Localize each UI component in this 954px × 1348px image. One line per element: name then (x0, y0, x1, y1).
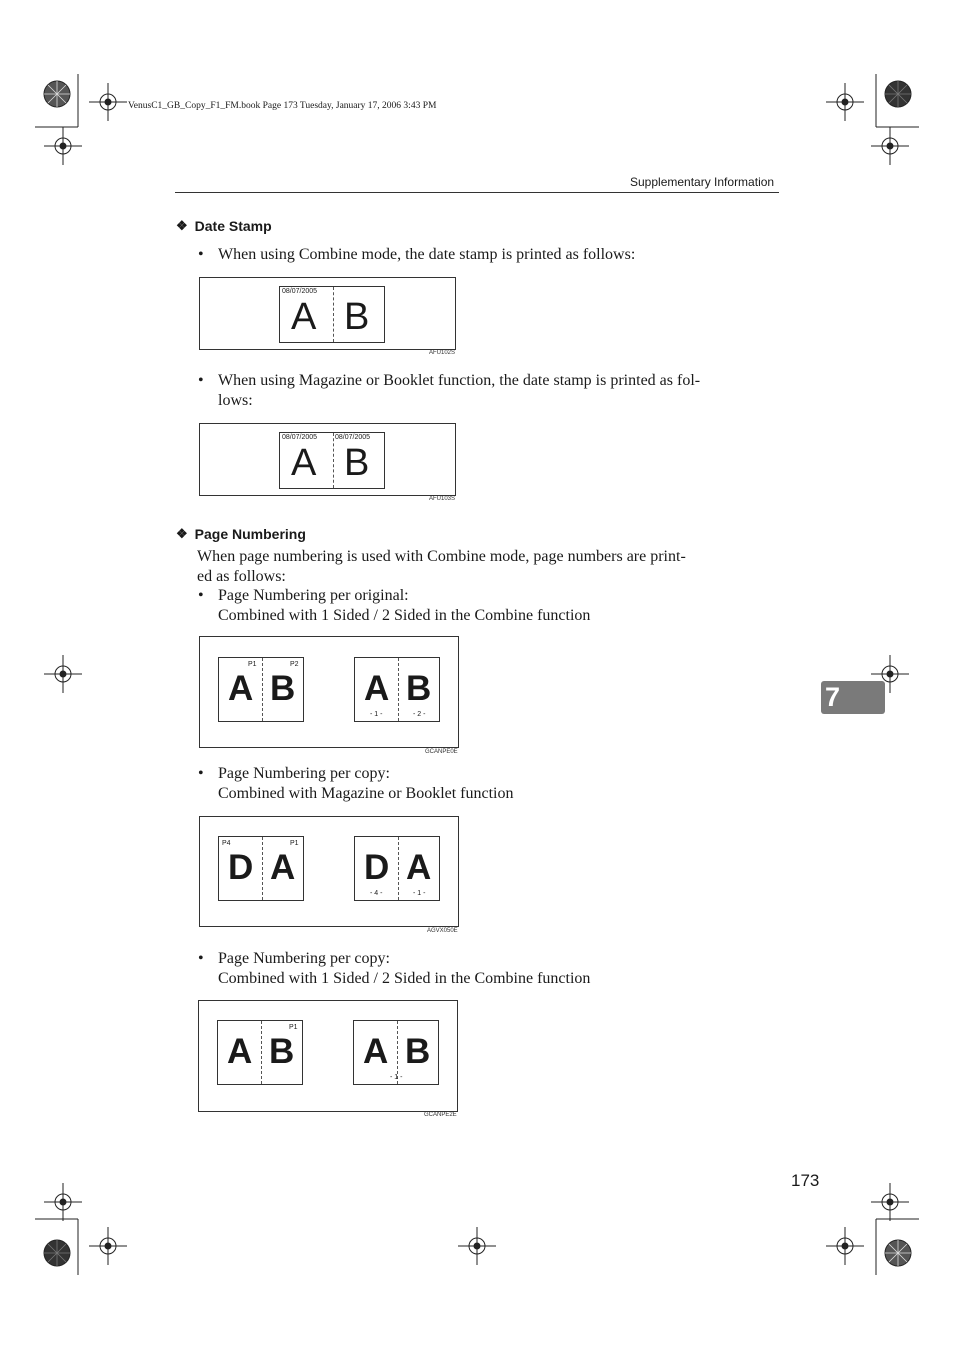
page-number-label: - 1 - (370, 711, 383, 718)
heading-text: Date Stamp (194, 218, 272, 234)
combined-page (354, 836, 440, 901)
page-divider (262, 837, 263, 900)
item-line: Page Numbering per original: (218, 587, 409, 604)
page-letter-left: A (291, 442, 317, 484)
date-stamp-heading (176, 218, 272, 234)
page-letter-left: D (228, 848, 254, 887)
figure-combine-date-stamp (199, 277, 456, 350)
header-rule (175, 192, 779, 193)
page-divider (261, 1021, 262, 1084)
calibration-wheel-icon (43, 80, 71, 108)
bullet-dot: • (198, 246, 204, 263)
bullet-dot: • (198, 372, 204, 389)
page-divider (333, 287, 334, 342)
page-numbering-item-2 (198, 764, 788, 804)
crop-target-icon (826, 1227, 864, 1265)
item-line: Page Numbering per copy: (218, 765, 390, 782)
date-stamp-bullet-1 (198, 245, 788, 265)
page-numbering-intro (197, 547, 787, 587)
crop-target-icon (44, 127, 82, 165)
bullet-text-line: When using Magazine or Booklet function, the date stamp is printed as fol- (218, 372, 701, 389)
page-letter-right: B (269, 1032, 295, 1071)
page-divider (333, 433, 334, 488)
page-number-label: P1 (290, 840, 299, 847)
bullet-dot: • (198, 950, 204, 967)
figure-booklet-date-stamp (199, 423, 456, 496)
combined-page (218, 657, 304, 722)
page-letter-right: A (270, 848, 296, 887)
page-letter-left: A (364, 669, 390, 708)
page-number-label: - 4 - (370, 890, 383, 897)
crop-target-icon (458, 1227, 496, 1265)
crop-target-icon (871, 127, 909, 165)
page-number-label: - 2 - (413, 711, 426, 718)
figure-code: GCANPE0E (425, 749, 458, 755)
combined-page (218, 836, 304, 901)
page-letter-left: A (363, 1032, 389, 1071)
figure-code: AGVX050E (427, 928, 458, 934)
page-numbering-item-3 (198, 949, 788, 989)
date-stamp-label: 08/07/2005 (282, 288, 318, 295)
heading-text: Page Numbering (194, 526, 306, 542)
figure-code: AFU102S (429, 350, 456, 356)
page-number: 173 (791, 1171, 820, 1190)
combined-page (353, 1020, 439, 1085)
crop-target-icon (826, 83, 864, 121)
page-number-label: - 1 - (390, 1074, 403, 1081)
combined-page (217, 1020, 303, 1085)
intro-line: ed as follows: (197, 568, 286, 585)
date-stamp-label: 08/07/2005 (282, 434, 318, 441)
bullet-dot: • (198, 765, 204, 782)
bullet-dot: • (198, 587, 204, 604)
item-line: Combined with Magazine or Booklet function (218, 785, 514, 802)
bullet-text: When using Combine mode, the date stamp is printed as follows: (218, 246, 636, 263)
diamond-bullet-icon: ❖ (176, 526, 188, 541)
chapter-tab (821, 681, 885, 714)
running-head: Supplementary Information (630, 175, 775, 189)
page-number-label: P1 (248, 661, 257, 668)
calibration-wheel-icon (884, 1239, 912, 1267)
page-letter-left: A (228, 669, 254, 708)
diamond-bullet-icon: ❖ (176, 218, 188, 233)
item-line: Combined with 1 Sided / 2 Sided in the Combine function (218, 970, 591, 987)
figure-code: GCANPE2E (424, 1112, 457, 1118)
page-letter-left: D (364, 848, 390, 887)
item-line: Page Numbering per copy: (218, 950, 390, 967)
page-letter-right: B (344, 442, 370, 484)
calibration-wheel-icon (43, 1239, 71, 1267)
calibration-wheel-icon (884, 80, 912, 108)
page-divider (398, 658, 399, 721)
figure-page-numbering-per-copy-booklet (199, 816, 459, 927)
page-numbering-item-1 (198, 586, 788, 626)
crop-target-icon (89, 83, 127, 121)
page-number-label: P1 (289, 1024, 298, 1031)
file-header: VenusC1_GB_Copy_F1_FM.book Page 173 Tuesday, January 17, 2006 3:43 PM (128, 101, 437, 111)
page-letter-right: B (406, 669, 432, 708)
bullet-text-line: lows: (218, 392, 253, 409)
item-line: Combined with 1 Sided / 2 Sided in the Combine function (218, 607, 591, 624)
figure-page-numbering-per-copy-combine (198, 1000, 458, 1112)
date-stamp-label: 08/07/2005 (335, 434, 371, 441)
page-divider (262, 658, 263, 721)
page-letter-right: B (405, 1032, 431, 1071)
crop-target-icon (44, 1183, 82, 1221)
crop-target-icon (44, 655, 82, 693)
page-letter-left: A (227, 1032, 253, 1071)
page-letter-right: B (270, 669, 296, 708)
page-letter-right: A (406, 848, 432, 887)
page-number-label: P4 (222, 840, 231, 847)
intro-line: When page numbering is used with Combine mode, page numbers are print- (197, 548, 686, 565)
page-number-label: P2 (290, 661, 299, 668)
page-letter-left: A (291, 296, 317, 338)
page-letter-right: B (344, 296, 370, 338)
crop-target-icon (89, 1227, 127, 1265)
combined-page (279, 286, 385, 343)
crop-target-icon (871, 1183, 909, 1221)
page-number-label: - 1 - (413, 890, 426, 897)
combined-page (279, 432, 385, 489)
date-stamp-bullet-2 (198, 371, 788, 411)
page-numbering-heading (176, 526, 306, 542)
combined-page (354, 657, 440, 722)
figure-code: AFU103S (429, 496, 456, 502)
figure-page-numbering-per-original (199, 636, 459, 748)
page-divider (398, 837, 399, 900)
chapter-number: 7 (825, 682, 841, 712)
